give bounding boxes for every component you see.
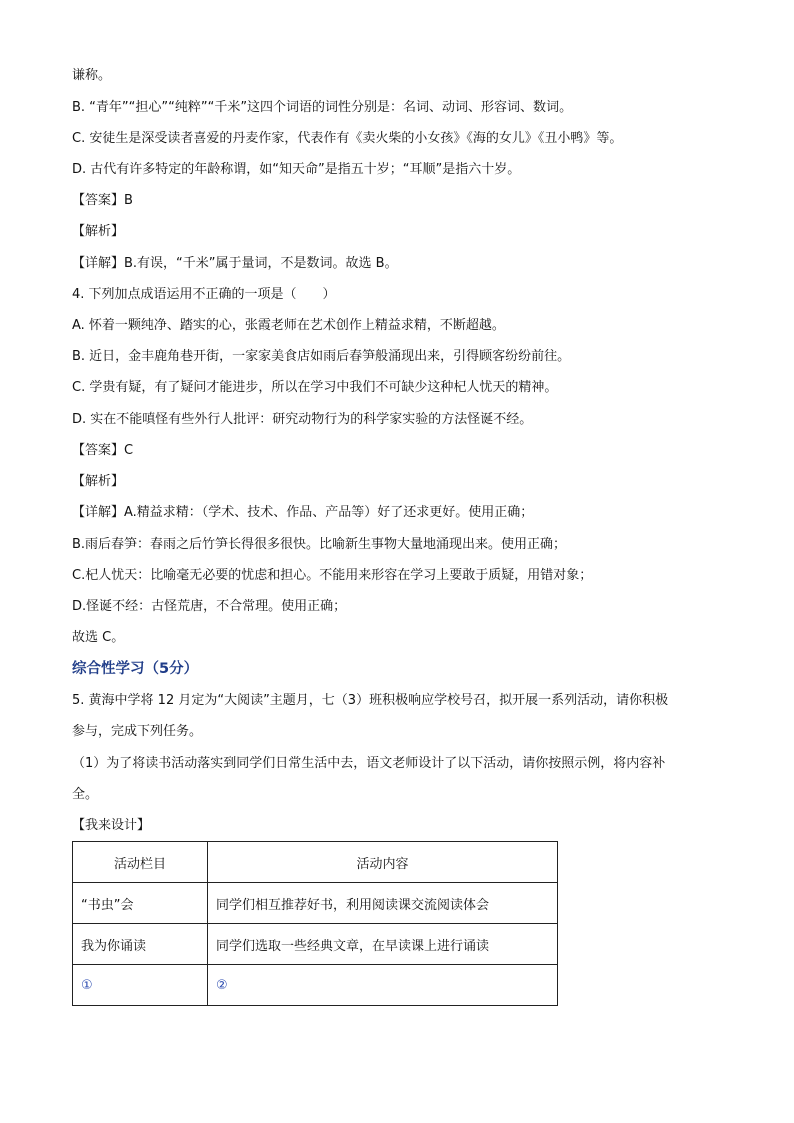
option-c: C. 安徒生是深受读者喜爱的丹麦作家，代表作有《卖火柴的小女孩》《海的女儿》《丑小鸭》等。 [72, 131, 623, 146]
detail-explanation-c: C.杞人忧天：比喻毫无必要的忧虑和担心。不能用来形容在学习上要敢于质疑，用错对象； [72, 568, 593, 583]
option-a: A. 怀着一颗纯净、踏实的心，张霞老师在艺术创作上精益求精，不断超越。 [72, 318, 505, 333]
table-row [73, 924, 558, 965]
option-b: B. “青年”“担心”“纯粹”“千米”这四个词语的词性分别是：名词、动词、形容词、数词。 [72, 100, 573, 115]
detail-explanation-b: B.雨后春笋：春雨之后竹笋长得很多很快。比喻新生事物大量地涌现出来。使用正确； [72, 537, 567, 552]
design-label: 【我来设计】 [72, 818, 151, 833]
table-cell: 同学们相互推荐好书，利用阅读课交流阅读体会 [208, 883, 558, 924]
detail-explanation-a: 【详解】A.精益求精：（学术、技术、作品、产品等）好了还求更好。使用正确； [72, 505, 534, 520]
blank-cell-2: ② [208, 965, 558, 1006]
analysis-label: 【解析】 [72, 224, 125, 239]
answer-label: 【答案】B [72, 193, 133, 208]
final-choice: 故选 C。 [72, 630, 125, 645]
table-row [73, 883, 558, 924]
option-d: D. 实在不能嗔怪有些外行人批评：研究动物行为的科学家实验的方法怪诞不经。 [72, 412, 533, 427]
option-c: C. 学贵有疑，有了疑问才能进步，所以在学习中我们不可缺少这种杞人忧天的精神。 [72, 380, 558, 395]
table-row [73, 965, 558, 1006]
section-heading: 综合性学习（5分） [72, 661, 199, 677]
table-header-row [73, 842, 558, 883]
activity-table [72, 841, 558, 1006]
answer-label: 【答案】C [72, 443, 134, 458]
question-5-continued: 参与，完成下列任务。 [72, 724, 203, 739]
question-5: 5. 黄海中学将 12 月定为“大阅读”主题月，七（3）班积极响应学校号召，拟开展一系列活动，请你积极 [72, 693, 669, 708]
table-cell: “书虫”会 [73, 883, 208, 924]
header-activity-content: 活动内容 [208, 842, 558, 883]
detail-explanation: 【详解】B.有误，“千米”属于量词，不是数词。故选 B。 [72, 256, 398, 271]
table-cell: 同学们选取一些经典文章，在早读课上进行诵读 [208, 924, 558, 965]
option-d: D. 古代有许多特定的年龄称谓，如“知天命”是指五十岁；“耳顺”是指六十岁。 [72, 162, 521, 177]
analysis-label: 【解析】 [72, 474, 125, 489]
header-activity-column: 活动栏目 [73, 842, 208, 883]
question-4: 4. 下列加点成语运用不正确的一项是（ ） [72, 287, 336, 302]
blank-cell-1: ① [73, 965, 208, 1006]
text-line: 谦称。 [72, 68, 112, 83]
table-cell: 我为你诵读 [73, 924, 208, 965]
sub-question-1: （1）为了将读书活动落实到同学们日常生活中去，语文老师设计了以下活动，请你按照示例，将内容补 [72, 756, 666, 771]
option-b: B. 近日，金丰鹿角巷开街，一家家美食店如雨后春笋般涌现出来，引得顾客纷纷前往。 [72, 349, 571, 364]
detail-explanation-d: D.怪诞不经：古怪荒唐，不合常理。使用正确； [72, 599, 347, 614]
sub-question-1-continued: 全。 [72, 787, 99, 802]
